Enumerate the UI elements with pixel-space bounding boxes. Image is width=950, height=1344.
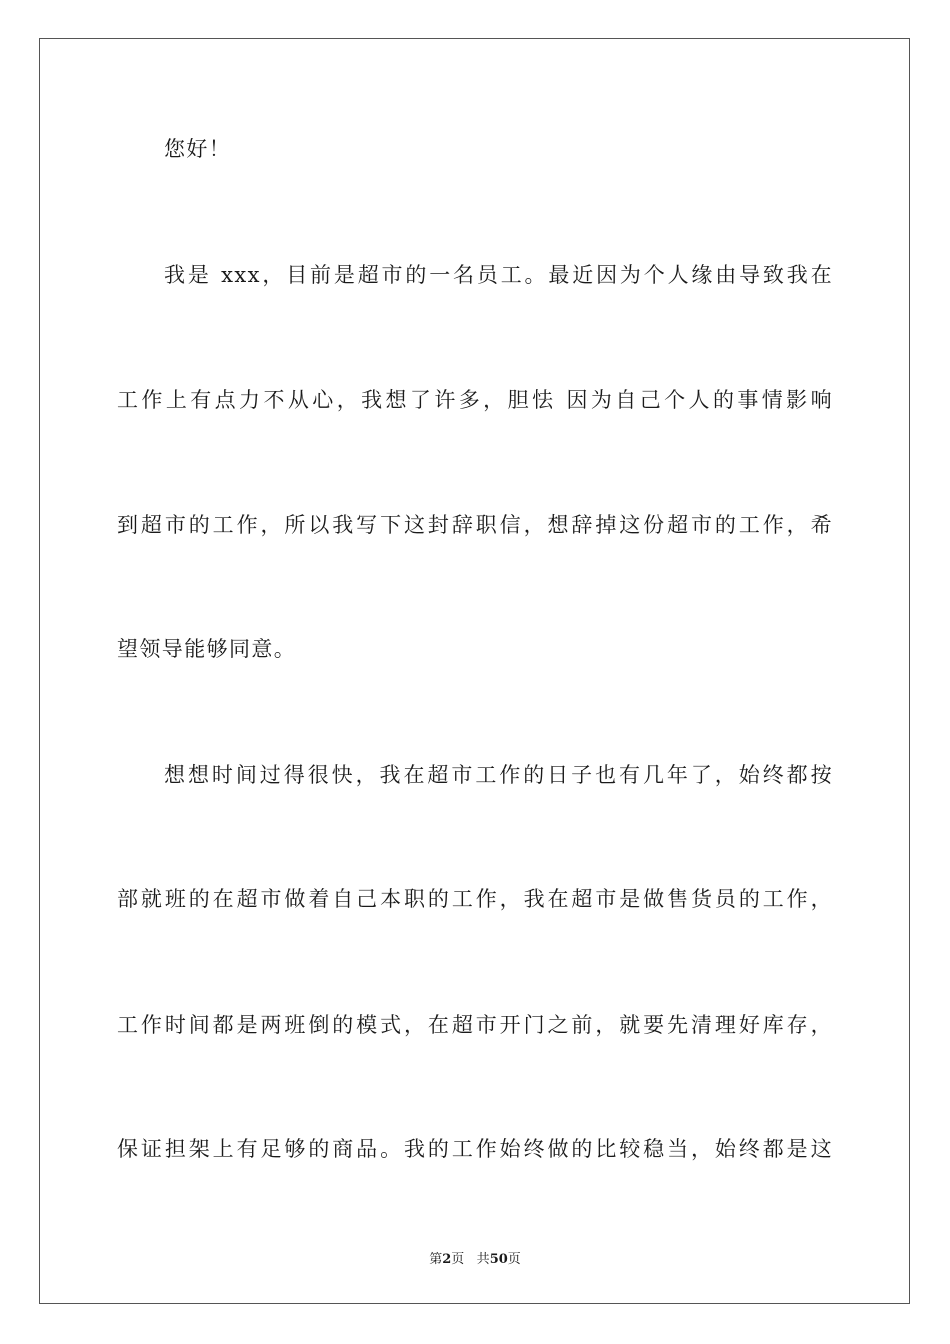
paragraph-1-line-1: 我是 xxx，目前是超市的一名员工。最近因为个人缘由导致我在 bbox=[164, 263, 833, 287]
paragraph-2-line-3: 工作时间都是两班倒的模式，在超市开门之前，就要先清理好库存， bbox=[117, 1013, 833, 1037]
page-border bbox=[39, 38, 910, 1304]
page-suffix: 页 bbox=[451, 1252, 465, 1267]
total-pages: 50 bbox=[489, 1252, 508, 1267]
paragraph-1-line-4: 望领导能够同意。 bbox=[117, 637, 297, 661]
paragraph-1-line-3: 到超市的工作，所以我写下这封辞职信，想辞掉这份超市的工作，希 bbox=[117, 513, 833, 537]
page-prefix: 第 bbox=[429, 1252, 443, 1267]
page-number: 2 bbox=[442, 1252, 452, 1267]
page-footer bbox=[0, 1248, 950, 1267]
paragraph-1-line-2: 工作上有点力不从心，我想了许多，胆怯 因为自己个人的事情影响 bbox=[117, 388, 833, 412]
total-prefix: 共 bbox=[476, 1252, 490, 1267]
paragraph-2-line-1: 想想时间过得很快，我在超市工作的日子也有几年了，始终都按 bbox=[164, 763, 833, 787]
paragraph-2-line-4: 保证担架上有足够的商品。我的工作始终做的比较稳当，始终都是这 bbox=[117, 1137, 833, 1161]
total-suffix: 页 bbox=[507, 1252, 521, 1267]
paragraph-2-line-2: 部就班的在超市做着自己本职的工作，我在超市是做售货员的工作， bbox=[117, 887, 833, 911]
greeting: 您好！ bbox=[164, 137, 232, 161]
